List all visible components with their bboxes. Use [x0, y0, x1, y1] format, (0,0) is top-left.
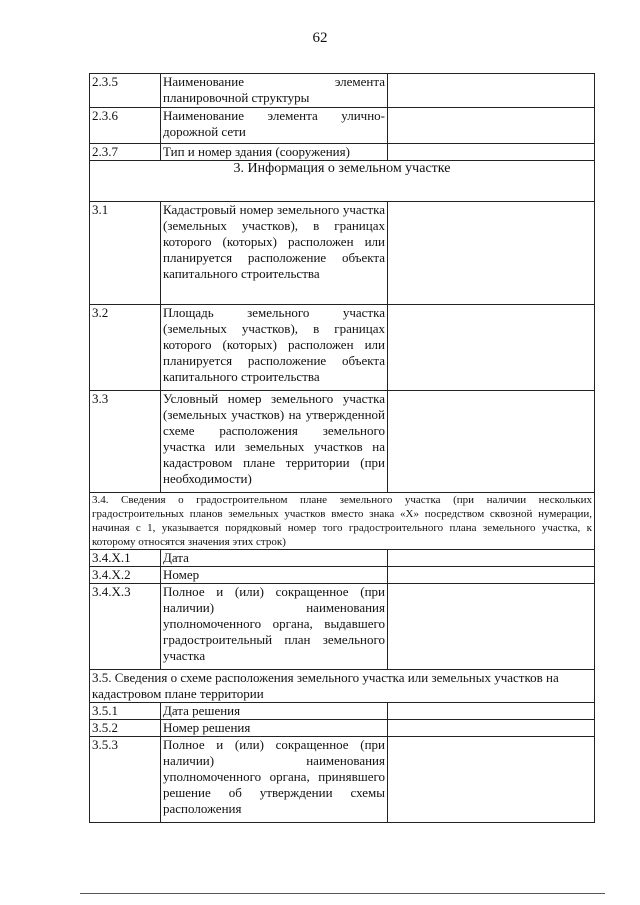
- table-row: [90, 737, 595, 823]
- table-row: [90, 391, 595, 493]
- table-row: [90, 305, 595, 391]
- row-number: 3.4.Х.3: [90, 584, 161, 670]
- value-cell[interactable]: [388, 305, 595, 391]
- row-number: 3.4.Х.1: [90, 550, 161, 567]
- row-label: Дата: [161, 550, 388, 567]
- row-number: 3.5.1: [90, 703, 161, 720]
- row-label: Номер: [161, 567, 388, 584]
- row-number: 3.5.2: [90, 720, 161, 737]
- row-label: Площадь земельного участка (земельных участков), в границах которого (которых) расположен или планируется расположение объекта капитального строительства: [161, 305, 388, 391]
- page-number: 62: [312, 30, 328, 46]
- row-number: 3.4.Х.2: [90, 567, 161, 584]
- row-label: Кадастровый номер земельного участка (земельных участков), в границах которого (которых) расположен или планируется расположение объекта капитального строительства: [161, 202, 388, 305]
- value-cell[interactable]: [388, 550, 595, 567]
- row-label: Наименование элемента планировочной структуры: [161, 74, 388, 108]
- wide-row: [90, 670, 595, 703]
- table-row: [90, 74, 595, 108]
- row-number: 3.1: [90, 202, 161, 305]
- row-number: 2.3.7: [90, 144, 161, 161]
- row-number: 3.5.3: [90, 737, 161, 823]
- row-number: 3.2: [90, 305, 161, 391]
- row-label: Условный номер земельного участка (земельных участков) на утвержденной схеме расположения земельного участка или земельных участков на кадастровом плане территории (при необходимости): [161, 391, 388, 493]
- value-cell[interactable]: [388, 567, 595, 584]
- table-row: [90, 550, 595, 567]
- table-row: [90, 108, 595, 144]
- table-row: [90, 144, 595, 161]
- value-cell[interactable]: [388, 202, 595, 305]
- table-row: [90, 703, 595, 720]
- table-row: [90, 584, 595, 670]
- value-cell[interactable]: [388, 108, 595, 144]
- wide-heading: 3.5. Сведения о схеме расположения земельного участка или земельных участков на кадастровом плане территории: [90, 670, 595, 703]
- value-cell[interactable]: [388, 584, 595, 670]
- row-number: 2.3.6: [90, 108, 161, 144]
- row-label: Дата решения: [161, 703, 388, 720]
- value-cell[interactable]: [388, 720, 595, 737]
- row-label: Номер решения: [161, 720, 388, 737]
- value-cell[interactable]: [388, 144, 595, 161]
- table-row: [90, 720, 595, 737]
- table-row: [90, 567, 595, 584]
- value-cell[interactable]: [388, 703, 595, 720]
- section-title: 3. Информация о земельном участке: [90, 161, 595, 202]
- value-cell[interactable]: [388, 391, 595, 493]
- row-label: Наименование элемента улично-дорожной сети: [161, 108, 388, 144]
- table-row: [90, 202, 595, 305]
- value-cell[interactable]: [388, 74, 595, 108]
- wide-heading: 3.4. Сведения о градостроительном плане земельного участка (при наличии нескольких градостроительных планов земельных участков вместо знака «Х» посредством сквозной нумерации, начиная с 1, указывается порядковый номер того градостроительного плана земельного участка, к которому относятся значения этих строк): [90, 493, 595, 550]
- form-table: [89, 73, 595, 823]
- row-number: 3.3: [90, 391, 161, 493]
- section-row: [90, 161, 595, 202]
- row-label: Тип и номер здания (сооружения): [161, 144, 388, 161]
- row-label: Полное и (или) сокращенное (при наличии) наименования уполномоченного органа, выдавшего градостроительный план земельного участка: [161, 584, 388, 670]
- row-number: 2.3.5: [90, 74, 161, 108]
- row-label: Полное и (или) сокращенное (при наличии) наименования уполномоченного органа, принявшего решение об утверждении схемы расположения: [161, 737, 388, 823]
- wide-row: [90, 493, 595, 550]
- bottom-rule: [80, 893, 605, 894]
- value-cell[interactable]: [388, 737, 595, 823]
